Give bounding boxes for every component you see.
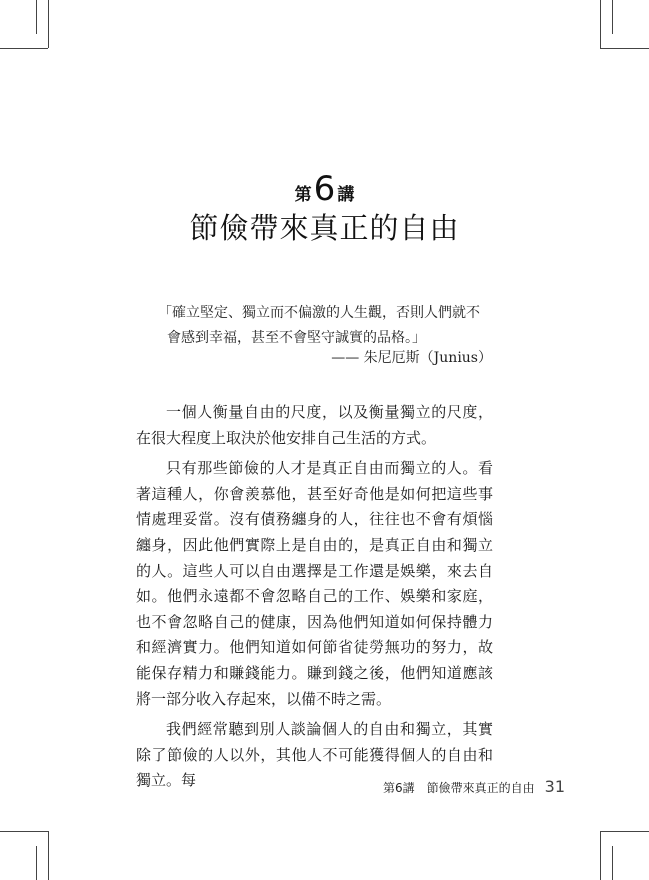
chapter-label-suffix: 講 xyxy=(337,185,355,205)
crop-mark xyxy=(48,0,49,48)
crop-mark xyxy=(612,846,613,880)
epigraph xyxy=(158,301,498,351)
crop-mark xyxy=(36,0,37,34)
crop-mark xyxy=(600,0,601,48)
paragraph: 一個人衡量自由的尺度，以及衡量獨立的尺度，在很大程度上取決於他安排自己生活的方式。 xyxy=(136,403,493,447)
crop-mark xyxy=(36,846,37,880)
page-number: 31 xyxy=(544,777,565,796)
running-head: 第6講 節儉帶來真正的自由 xyxy=(383,781,535,795)
epigraph-line: 會感到幸福，甚至不會堅守誠實的品格。」 xyxy=(167,330,426,346)
epigraph-attribution: —— 朱尼厄斯（Junius） xyxy=(331,350,492,366)
page-footer xyxy=(383,777,565,796)
paragraph: 我們經常聽到別人談論個人的自由和獨立，其實除了節儉的人以外，其他人不可能獲得個人的自由和獨立。每 xyxy=(136,720,493,790)
chapter-number: 6 xyxy=(313,169,336,209)
crop-mark xyxy=(0,831,48,832)
crop-mark xyxy=(600,831,649,832)
body-text xyxy=(136,400,493,799)
crop-mark xyxy=(600,831,601,880)
chapter-label-prefix: 第 xyxy=(294,185,312,205)
epigraph-line: 「確立堅定、獨立而不偏激的人生觀，否則人們就不 xyxy=(158,305,480,321)
crop-mark xyxy=(0,48,48,49)
chapter-title: 節儉帶來真正的自由 xyxy=(189,211,460,245)
crop-mark xyxy=(612,0,613,34)
crop-mark xyxy=(600,48,649,49)
paragraph: 只有那些節儉的人才是真正自由而獨立的人。看著這種人，你會羨慕他，甚至好奇他是如何把這些事情處理妥當。沒有債務纏身的人，往往也不會有煩惱纏身，因此他們實際上是自由的，是真正自由和獨立的人。這些人可以自由選擇是工作還是娛樂，來去自如。他們永遠都不會忽略自己的工作、娛樂和家庭，也不會忽略自己的健康，因為他們知道如何保持體力和經濟實力。他們知道如何節省徒勞無功的努力，故能保存精力和賺錢能力。賺到錢之後，他們知道應該將一部分收入存起來，以備不時之需。 xyxy=(136,459,493,708)
crop-mark xyxy=(48,831,49,880)
